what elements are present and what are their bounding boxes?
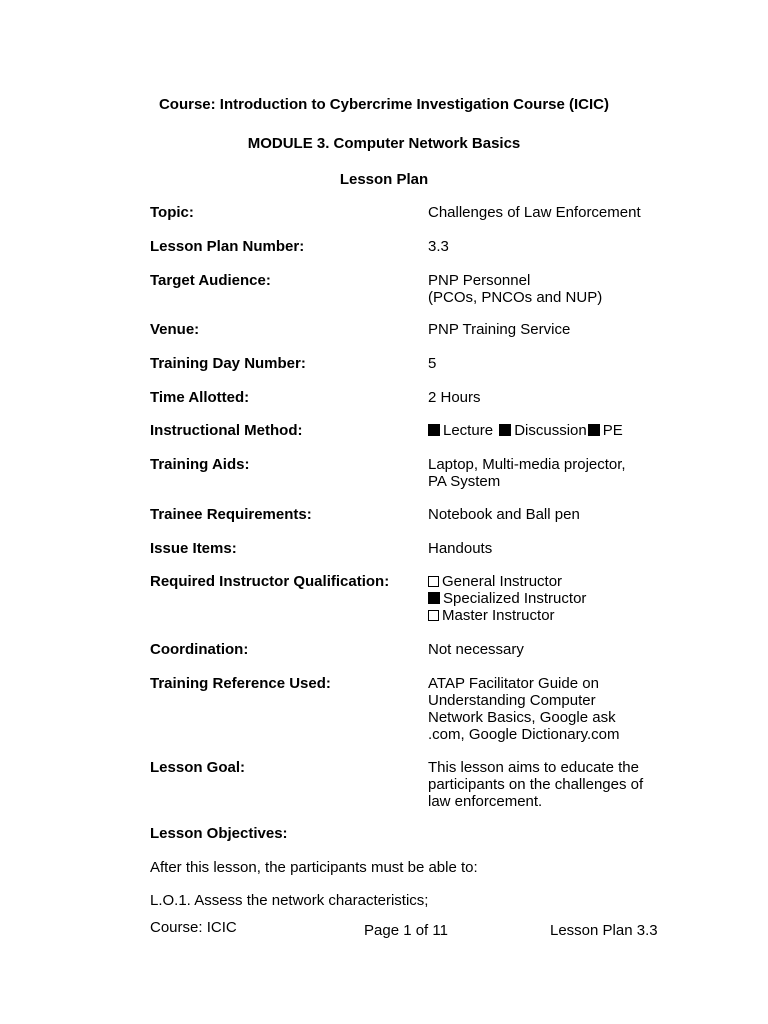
checked-box-icon [428, 592, 440, 604]
target-audience-line2: (PCOs, PNCOs and NUP) [428, 289, 603, 306]
objective-lo1: L.O.1. Assess the network characteristics; [150, 892, 429, 909]
time-allotted-label: Time Allotted: [150, 389, 250, 406]
time-allotted-value: 2 Hours [428, 389, 481, 406]
training-reference-line1: ATAP Facilitator Guide on [428, 675, 599, 692]
checked-box-icon [428, 424, 440, 436]
issue-items-value: Handouts [428, 540, 493, 557]
lesson-goal-label: Lesson Goal: [150, 759, 246, 776]
coordination-label: Coordination: [150, 641, 249, 658]
lesson-plan-title: Lesson Plan [339, 171, 429, 188]
checked-box-icon [588, 424, 600, 436]
lesson-goal-line1: This lesson aims to educate the [428, 759, 639, 776]
topic-value: Challenges of Law Enforcement [428, 204, 641, 221]
venue-label: Venue: [150, 321, 200, 338]
lesson-plan-number-value: 3.3 [428, 238, 449, 255]
objectives-intro: After this lesson, the participants must be able to: [150, 859, 478, 876]
training-reference-label: Training Reference Used: [150, 675, 331, 692]
lesson-goal-line2: participants on the challenges of [428, 776, 644, 793]
training-aids-line1: Laptop, Multi-media projector, [428, 456, 626, 473]
lesson-plan-number-label: Lesson Plan Number: [150, 238, 305, 255]
venue-value: PNP Training Service [428, 321, 571, 338]
instructional-method-label: Instructional Method: [150, 422, 303, 439]
trainee-requirements-value: Notebook and Ball pen [428, 506, 580, 523]
training-reference-line2: Understanding Computer [428, 692, 596, 709]
checked-box-icon [499, 424, 511, 436]
footer-course: Course: ICIC [150, 919, 237, 936]
qualification-general: General Instructor [442, 573, 563, 590]
topic-label: Topic: [150, 204, 194, 221]
instructor-qualification-label: Required Instructor Qualification: [150, 573, 390, 590]
lesson-goal-line3: law enforcement. [428, 793, 543, 810]
course-title: Course: Introduction to Cybercrime Investigation Course (ICIC) [158, 96, 610, 113]
footer-page-number: Page 1 of 11 [364, 922, 448, 939]
method-lecture: Lecture [443, 422, 494, 439]
method-discussion: Discussion [514, 422, 587, 439]
training-reference-line3: Network Basics, Google ask [428, 709, 616, 726]
lesson-objectives-heading: Lesson Objectives: [150, 825, 288, 842]
qualification-specialized: Specialized Instructor [443, 590, 587, 607]
training-day-value: 5 [428, 355, 437, 372]
unchecked-box-icon [428, 610, 439, 621]
footer-lesson-plan: Lesson Plan 3.3 [550, 922, 658, 939]
target-audience-label: Target Audience: [150, 272, 271, 289]
instructional-method-options [428, 422, 688, 439]
training-reference-line4: .com, Google Dictionary.com [428, 726, 620, 743]
training-day-label: Training Day Number: [150, 355, 306, 372]
issue-items-label: Issue Items: [150, 540, 237, 557]
coordination-value: Not necessary [428, 641, 524, 658]
target-audience-line1: PNP Personnel [428, 272, 531, 289]
module-title: MODULE 3. Computer Network Basics [247, 135, 521, 152]
unchecked-box-icon [428, 576, 439, 587]
training-aids-label: Training Aids: [150, 456, 250, 473]
method-pe: PE [602, 422, 623, 439]
qualification-master: Master Instructor [442, 607, 555, 624]
training-aids-line2: PA System [428, 473, 501, 490]
trainee-requirements-label: Trainee Requirements: [150, 506, 312, 523]
